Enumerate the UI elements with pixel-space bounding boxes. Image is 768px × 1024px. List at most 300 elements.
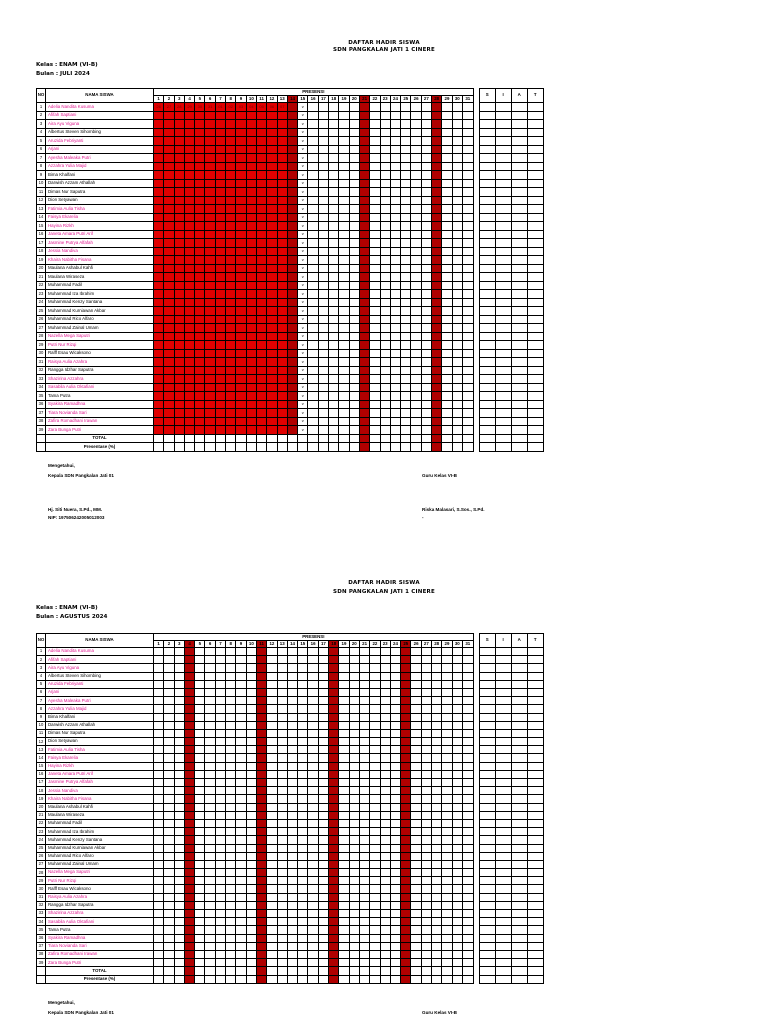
attendance-cell[interactable]: [421, 893, 431, 901]
attendance-cell[interactable]: [256, 375, 266, 384]
attendance-cell[interactable]: [462, 787, 473, 795]
attendance-cell[interactable]: [205, 196, 215, 205]
attendance-cell[interactable]: [401, 222, 411, 231]
summary-cell[interactable]: [527, 828, 543, 836]
summary-cell[interactable]: [511, 349, 527, 358]
attendance-cell[interactable]: [339, 926, 349, 934]
attendance-cell[interactable]: [339, 230, 349, 239]
attendance-cell[interactable]: [174, 779, 184, 787]
attendance-cell[interactable]: [329, 281, 339, 290]
attendance-cell[interactable]: [246, 188, 256, 197]
attendance-cell[interactable]: [359, 205, 369, 214]
attendance-cell[interactable]: [349, 705, 359, 713]
attendance-cell[interactable]: [154, 893, 164, 901]
attendance-cell[interactable]: [432, 656, 442, 664]
attendance-cell[interactable]: [411, 383, 421, 392]
attendance-cell[interactable]: [308, 836, 318, 844]
attendance-cell[interactable]: [411, 256, 421, 265]
attendance-cell[interactable]: [256, 738, 266, 746]
attendance-cell[interactable]: [349, 154, 359, 163]
attendance-cell[interactable]: [256, 145, 266, 154]
attendance-cell[interactable]: [329, 409, 339, 418]
summary-cell[interactable]: [527, 934, 543, 942]
attendance-cell[interactable]: [277, 803, 287, 811]
attendance-cell[interactable]: [318, 705, 328, 713]
attendance-cell[interactable]: [411, 852, 421, 860]
attendance-cell[interactable]: [349, 950, 359, 958]
attendance-cell[interactable]: [154, 315, 164, 324]
attendance-cell[interactable]: [462, 239, 473, 248]
attendance-cell[interactable]: [308, 383, 318, 392]
attendance-cell[interactable]: [246, 281, 256, 290]
attendance-cell[interactable]: [370, 648, 380, 656]
attendance-cell[interactable]: [390, 366, 400, 375]
attendance-cell[interactable]: [195, 213, 205, 222]
attendance-cell[interactable]: [164, 281, 174, 290]
summary-cell[interactable]: [479, 315, 495, 324]
attendance-cell[interactable]: [236, 281, 246, 290]
attendance-cell[interactable]: [298, 910, 308, 918]
attendance-cell[interactable]: [339, 877, 349, 885]
attendance-cell[interactable]: [390, 721, 400, 729]
attendance-cell[interactable]: [390, 171, 400, 180]
attendance-cell[interactable]: [154, 128, 164, 137]
attendance-cell[interactable]: [370, 950, 380, 958]
attendance-cell[interactable]: [359, 893, 369, 901]
attendance-cell[interactable]: [236, 417, 246, 426]
attendance-cell[interactable]: [411, 844, 421, 852]
attendance-cell[interactable]: [256, 230, 266, 239]
attendance-cell[interactable]: [380, 256, 390, 265]
attendance-cell[interactable]: [432, 264, 442, 273]
attendance-cell[interactable]: [164, 247, 174, 256]
attendance-cell[interactable]: [184, 349, 194, 358]
attendance-cell[interactable]: v: [298, 162, 308, 171]
attendance-cell[interactable]: [236, 290, 246, 299]
attendance-cell[interactable]: [329, 852, 339, 860]
attendance-cell[interactable]: [452, 844, 462, 852]
summary-cell[interactable]: [527, 844, 543, 852]
attendance-cell[interactable]: [401, 103, 411, 112]
attendance-cell[interactable]: [349, 349, 359, 358]
attendance-cell[interactable]: [462, 819, 473, 827]
attendance-cell[interactable]: [174, 893, 184, 901]
attendance-cell[interactable]: [277, 942, 287, 950]
attendance-cell[interactable]: [370, 926, 380, 934]
attendance-cell[interactable]: [318, 672, 328, 680]
attendance-cell[interactable]: [308, 307, 318, 316]
attendance-cell[interactable]: 30: [195, 103, 205, 112]
attendance-cell[interactable]: [184, 111, 194, 120]
attendance-cell[interactable]: [256, 154, 266, 163]
attendance-cell[interactable]: [287, 273, 297, 282]
attendance-cell[interactable]: [195, 770, 205, 778]
attendance-cell[interactable]: [370, 787, 380, 795]
attendance-cell[interactable]: [298, 762, 308, 770]
summary-cell[interactable]: [527, 819, 543, 827]
attendance-cell[interactable]: [246, 239, 256, 248]
attendance-cell[interactable]: [298, 877, 308, 885]
attendance-cell[interactable]: [329, 918, 339, 926]
attendance-cell[interactable]: [421, 375, 431, 384]
attendance-cell[interactable]: [432, 426, 442, 435]
attendance-cell[interactable]: [390, 358, 400, 367]
attendance-cell[interactable]: v: [298, 273, 308, 282]
summary-cell[interactable]: [479, 145, 495, 154]
summary-cell[interactable]: [511, 103, 527, 112]
summary-cell[interactable]: [511, 256, 527, 265]
attendance-cell[interactable]: [329, 950, 339, 958]
attendance-cell[interactable]: [226, 811, 236, 819]
attendance-cell[interactable]: [462, 705, 473, 713]
attendance-cell[interactable]: [215, 298, 225, 307]
attendance-cell[interactable]: [154, 860, 164, 868]
attendance-cell[interactable]: [359, 738, 369, 746]
attendance-cell[interactable]: [359, 901, 369, 909]
attendance-cell[interactable]: [411, 298, 421, 307]
attendance-cell[interactable]: [339, 324, 349, 333]
summary-cell[interactable]: [495, 332, 511, 341]
attendance-cell[interactable]: [195, 417, 205, 426]
attendance-cell[interactable]: [462, 697, 473, 705]
attendance-cell[interactable]: [195, 205, 205, 214]
attendance-cell[interactable]: [442, 885, 452, 893]
attendance-cell[interactable]: [164, 819, 174, 827]
attendance-cell[interactable]: [359, 697, 369, 705]
attendance-cell[interactable]: [329, 680, 339, 688]
attendance-cell[interactable]: [308, 111, 318, 120]
attendance-cell[interactable]: [390, 836, 400, 844]
attendance-cell[interactable]: [432, 754, 442, 762]
attendance-cell[interactable]: [318, 746, 328, 754]
attendance-cell[interactable]: [339, 392, 349, 401]
attendance-cell[interactable]: [174, 392, 184, 401]
attendance-cell[interactable]: 01: [215, 103, 225, 112]
attendance-cell[interactable]: [432, 349, 442, 358]
attendance-cell[interactable]: [287, 417, 297, 426]
attendance-cell[interactable]: [184, 256, 194, 265]
attendance-cell[interactable]: [318, 893, 328, 901]
attendance-cell[interactable]: [205, 392, 215, 401]
attendance-cell[interactable]: [195, 852, 205, 860]
attendance-cell[interactable]: [205, 738, 215, 746]
attendance-cell[interactable]: [329, 162, 339, 171]
attendance-cell[interactable]: [452, 705, 462, 713]
attendance-cell[interactable]: [380, 366, 390, 375]
summary-cell[interactable]: [495, 746, 511, 754]
attendance-cell[interactable]: [339, 103, 349, 112]
attendance-cell[interactable]: [452, 672, 462, 680]
summary-cell[interactable]: [511, 918, 527, 926]
attendance-cell[interactable]: [452, 264, 462, 273]
summary-cell[interactable]: [479, 729, 495, 737]
attendance-cell[interactable]: [452, 222, 462, 231]
attendance-cell[interactable]: [329, 103, 339, 112]
attendance-cell[interactable]: [401, 409, 411, 418]
attendance-cell[interactable]: [154, 680, 164, 688]
attendance-cell[interactable]: [452, 290, 462, 299]
attendance-cell[interactable]: v: [298, 239, 308, 248]
attendance-cell[interactable]: [411, 942, 421, 950]
attendance-cell[interactable]: [174, 341, 184, 350]
attendance-cell[interactable]: [308, 128, 318, 137]
attendance-cell[interactable]: [267, 273, 277, 282]
summary-cell[interactable]: [511, 721, 527, 729]
attendance-cell[interactable]: [277, 324, 287, 333]
attendance-cell[interactable]: [164, 664, 174, 672]
attendance-cell[interactable]: [318, 120, 328, 129]
attendance-cell[interactable]: [442, 222, 452, 231]
attendance-cell[interactable]: [432, 324, 442, 333]
summary-cell[interactable]: [495, 290, 511, 299]
attendance-cell[interactable]: [329, 705, 339, 713]
attendance-cell[interactable]: [359, 179, 369, 188]
attendance-cell[interactable]: [236, 205, 246, 214]
attendance-cell[interactable]: [174, 959, 184, 967]
attendance-cell[interactable]: [442, 128, 452, 137]
attendance-cell[interactable]: [195, 672, 205, 680]
attendance-cell[interactable]: [442, 697, 452, 705]
summary-cell[interactable]: [479, 901, 495, 909]
attendance-cell[interactable]: [277, 950, 287, 958]
attendance-cell[interactable]: [246, 819, 256, 827]
attendance-cell[interactable]: [236, 375, 246, 384]
attendance-cell[interactable]: [308, 162, 318, 171]
attendance-cell[interactable]: [287, 196, 297, 205]
attendance-cell[interactable]: [287, 950, 297, 958]
attendance-cell[interactable]: [421, 154, 431, 163]
attendance-cell[interactable]: [329, 910, 339, 918]
attendance-cell[interactable]: [256, 137, 266, 146]
attendance-cell[interactable]: [452, 145, 462, 154]
attendance-cell[interactable]: [380, 803, 390, 811]
attendance-cell[interactable]: [226, 885, 236, 893]
attendance-cell[interactable]: [174, 852, 184, 860]
attendance-cell[interactable]: [236, 664, 246, 672]
attendance-cell[interactable]: [380, 648, 390, 656]
attendance-cell[interactable]: [462, 247, 473, 256]
attendance-cell[interactable]: [432, 803, 442, 811]
attendance-cell[interactable]: [308, 358, 318, 367]
attendance-cell[interactable]: [195, 247, 205, 256]
attendance-cell[interactable]: [349, 281, 359, 290]
attendance-cell[interactable]: [164, 910, 174, 918]
attendance-cell[interactable]: [154, 145, 164, 154]
attendance-cell[interactable]: [390, 247, 400, 256]
attendance-cell[interactable]: [462, 869, 473, 877]
attendance-cell[interactable]: [359, 852, 369, 860]
attendance-cell[interactable]: [462, 721, 473, 729]
attendance-cell[interactable]: [277, 688, 287, 696]
attendance-cell[interactable]: [174, 417, 184, 426]
attendance-cell[interactable]: [195, 171, 205, 180]
attendance-cell[interactable]: [298, 697, 308, 705]
attendance-cell[interactable]: [226, 179, 236, 188]
attendance-cell[interactable]: [246, 852, 256, 860]
attendance-cell[interactable]: [174, 885, 184, 893]
attendance-cell[interactable]: [298, 950, 308, 958]
attendance-cell[interactable]: [411, 392, 421, 401]
attendance-cell[interactable]: [432, 417, 442, 426]
attendance-cell[interactable]: [195, 349, 205, 358]
attendance-cell[interactable]: [421, 290, 431, 299]
attendance-cell[interactable]: [154, 196, 164, 205]
attendance-cell[interactable]: [421, 111, 431, 120]
attendance-cell[interactable]: [184, 188, 194, 197]
attendance-cell[interactable]: [452, 746, 462, 754]
attendance-cell[interactable]: [174, 358, 184, 367]
attendance-cell[interactable]: [205, 844, 215, 852]
attendance-cell[interactable]: [329, 298, 339, 307]
attendance-cell[interactable]: [370, 409, 380, 418]
summary-cell[interactable]: [495, 926, 511, 934]
attendance-cell[interactable]: [267, 795, 277, 803]
attendance-cell[interactable]: [164, 746, 174, 754]
summary-cell[interactable]: [479, 358, 495, 367]
attendance-cell[interactable]: [401, 648, 411, 656]
attendance-cell[interactable]: [256, 819, 266, 827]
attendance-cell[interactable]: [267, 918, 277, 926]
summary-cell[interactable]: [527, 349, 543, 358]
attendance-cell[interactable]: [349, 179, 359, 188]
attendance-cell[interactable]: [329, 811, 339, 819]
attendance-cell[interactable]: [164, 795, 174, 803]
attendance-cell[interactable]: [277, 877, 287, 885]
attendance-cell[interactable]: [359, 910, 369, 918]
summary-cell[interactable]: [527, 392, 543, 401]
attendance-cell[interactable]: [462, 222, 473, 231]
attendance-cell[interactable]: [226, 375, 236, 384]
attendance-cell[interactable]: [390, 128, 400, 137]
attendance-cell[interactable]: [370, 128, 380, 137]
attendance-cell[interactable]: [267, 721, 277, 729]
attendance-cell[interactable]: [287, 860, 297, 868]
attendance-cell[interactable]: [256, 672, 266, 680]
attendance-cell[interactable]: [267, 746, 277, 754]
attendance-cell[interactable]: [339, 680, 349, 688]
attendance-cell[interactable]: [339, 828, 349, 836]
attendance-cell[interactable]: [246, 392, 256, 401]
attendance-cell[interactable]: [349, 392, 359, 401]
attendance-cell[interactable]: [452, 918, 462, 926]
attendance-cell[interactable]: [421, 844, 431, 852]
attendance-cell[interactable]: [411, 171, 421, 180]
summary-cell[interactable]: [511, 426, 527, 435]
attendance-cell[interactable]: [298, 860, 308, 868]
attendance-cell[interactable]: [256, 885, 266, 893]
attendance-cell[interactable]: [164, 860, 174, 868]
summary-cell[interactable]: [495, 120, 511, 129]
attendance-cell[interactable]: [226, 128, 236, 137]
attendance-cell[interactable]: [380, 754, 390, 762]
summary-cell[interactable]: [511, 196, 527, 205]
attendance-cell[interactable]: [205, 417, 215, 426]
attendance-cell[interactable]: [462, 754, 473, 762]
attendance-cell[interactable]: [452, 729, 462, 737]
attendance-cell[interactable]: v: [298, 137, 308, 146]
attendance-cell[interactable]: [401, 828, 411, 836]
attendance-cell[interactable]: [164, 358, 174, 367]
attendance-cell[interactable]: [298, 787, 308, 795]
summary-cell[interactable]: [495, 417, 511, 426]
attendance-cell[interactable]: [215, 697, 225, 705]
attendance-cell[interactable]: [277, 426, 287, 435]
attendance-cell[interactable]: [370, 721, 380, 729]
attendance-cell[interactable]: [339, 819, 349, 827]
attendance-cell[interactable]: [318, 869, 328, 877]
attendance-cell[interactable]: [349, 417, 359, 426]
summary-cell[interactable]: [479, 188, 495, 197]
attendance-cell[interactable]: [318, 179, 328, 188]
attendance-cell[interactable]: [349, 409, 359, 418]
attendance-cell[interactable]: [421, 656, 431, 664]
attendance-cell[interactable]: [432, 307, 442, 316]
attendance-cell[interactable]: [205, 349, 215, 358]
attendance-cell[interactable]: [236, 392, 246, 401]
attendance-cell[interactable]: [318, 942, 328, 950]
attendance-cell[interactable]: [287, 120, 297, 129]
attendance-cell[interactable]: [226, 145, 236, 154]
attendance-cell[interactable]: [339, 111, 349, 120]
attendance-cell[interactable]: [205, 375, 215, 384]
attendance-cell[interactable]: [236, 256, 246, 265]
attendance-cell[interactable]: [154, 273, 164, 282]
attendance-cell[interactable]: [287, 844, 297, 852]
attendance-cell[interactable]: [215, 145, 225, 154]
attendance-cell[interactable]: [246, 137, 256, 146]
attendance-cell[interactable]: [164, 341, 174, 350]
attendance-cell[interactable]: [452, 273, 462, 282]
attendance-cell[interactable]: [164, 648, 174, 656]
attendance-cell[interactable]: [339, 762, 349, 770]
attendance-cell[interactable]: [411, 239, 421, 248]
attendance-cell[interactable]: [401, 179, 411, 188]
attendance-cell[interactable]: [226, 819, 236, 827]
attendance-cell[interactable]: 31: [205, 103, 215, 112]
attendance-cell[interactable]: [174, 188, 184, 197]
attendance-cell[interactable]: [370, 239, 380, 248]
summary-cell[interactable]: [527, 213, 543, 222]
attendance-cell[interactable]: [226, 230, 236, 239]
attendance-cell[interactable]: [154, 754, 164, 762]
attendance-cell[interactable]: [205, 145, 215, 154]
attendance-cell[interactable]: [411, 934, 421, 942]
attendance-cell[interactable]: [318, 729, 328, 737]
attendance-cell[interactable]: [236, 877, 246, 885]
attendance-cell[interactable]: [298, 934, 308, 942]
summary-cell[interactable]: [511, 205, 527, 214]
attendance-cell[interactable]: [184, 770, 194, 778]
attendance-cell[interactable]: [339, 918, 349, 926]
attendance-cell[interactable]: [380, 893, 390, 901]
summary-cell[interactable]: [479, 836, 495, 844]
summary-cell[interactable]: [479, 648, 495, 656]
attendance-cell[interactable]: [205, 366, 215, 375]
attendance-cell[interactable]: [318, 205, 328, 214]
attendance-cell[interactable]: [380, 680, 390, 688]
summary-cell[interactable]: [495, 171, 511, 180]
attendance-cell[interactable]: [421, 680, 431, 688]
summary-cell[interactable]: [511, 926, 527, 934]
attendance-cell[interactable]: [256, 656, 266, 664]
attendance-cell[interactable]: [277, 787, 287, 795]
attendance-cell[interactable]: [226, 239, 236, 248]
summary-cell[interactable]: [479, 239, 495, 248]
attendance-cell[interactable]: [277, 754, 287, 762]
attendance-cell[interactable]: [226, 332, 236, 341]
attendance-cell[interactable]: [349, 648, 359, 656]
attendance-cell[interactable]: [411, 111, 421, 120]
